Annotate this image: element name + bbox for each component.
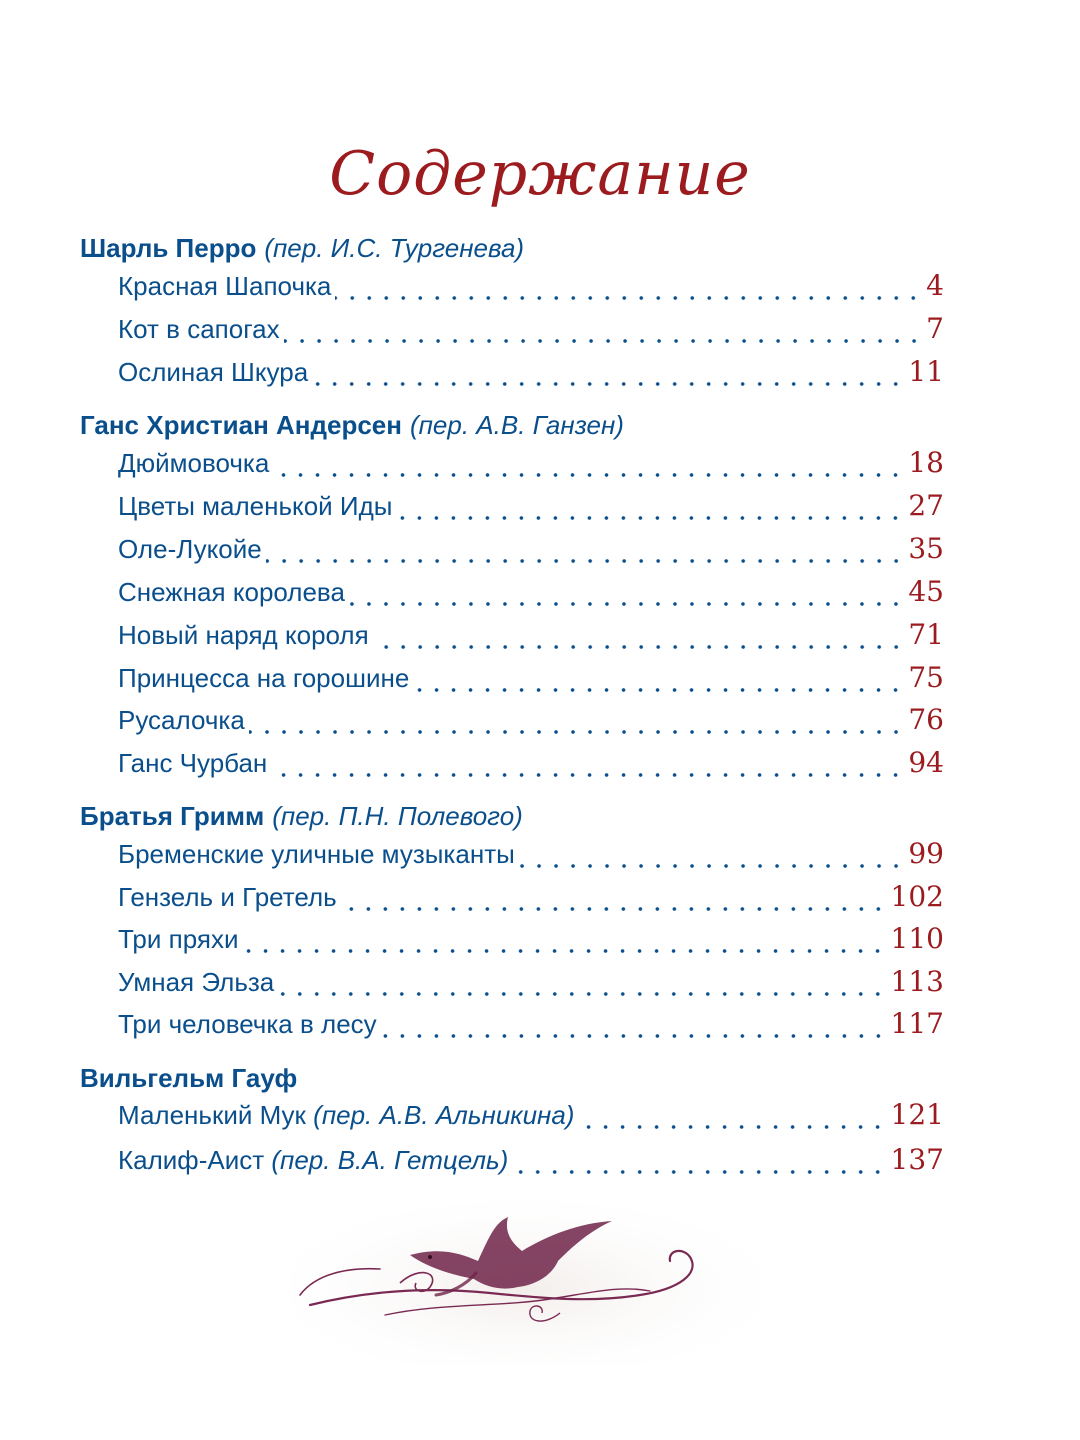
dot-leader [249,702,905,738]
toc-entry[interactable] [118,702,944,738]
entry-translator: (пер. А.В. Альникина) [313,1100,575,1130]
dot-leader [373,617,905,653]
section-heading-andersen [80,408,624,442]
toc-entry[interactable] [118,268,944,304]
toc-entry[interactable] [118,1006,944,1042]
page-number: 18 [908,446,944,479]
entry-title: Цветы маленькой Иды [118,491,393,521]
bird-flourish-icon [290,1195,760,1365]
entry-title: Снежная королева [118,577,345,607]
entry-title: Ослиная Шкура [118,357,309,387]
dot-leader [273,445,904,481]
page-number: 117 [890,1007,944,1040]
page-number: 110 [890,922,944,955]
entry-title: Ганс Чурбан [118,748,268,778]
entry-title: Три пряхи [118,924,239,954]
toc-entry[interactable] [118,445,944,481]
toc-entry[interactable] [118,1142,944,1178]
toc-entry[interactable] [118,660,944,696]
section-heading-grimm [80,799,523,833]
page-number: 4 [926,269,944,302]
dot-leader [381,1006,887,1042]
entry-title: Принцесса на горошине [118,663,410,693]
entry-title: Новый наряд короля [118,620,369,650]
section-author: Братья Гримм [80,801,265,831]
dot-leader [341,879,887,915]
page-number: 27 [908,489,944,522]
page-number: 71 [908,618,944,651]
entry-title: Кот в сапогах [118,314,280,344]
entry-title: Три человечка в лесу [118,1009,377,1039]
dot-leader [278,964,886,1000]
page-number: 94 [908,746,944,779]
toc-entry[interactable] [118,745,944,781]
toc-entry[interactable] [118,354,944,390]
toc-entry[interactable] [118,836,944,872]
dot-leader [335,268,922,304]
dot-leader [242,921,886,957]
page-number: 99 [908,837,944,870]
entry-title [118,1142,508,1178]
dot-leader [266,531,905,567]
toc-entry[interactable] [118,617,944,653]
entry-title: Дюймовочка [118,448,270,478]
dot-leader [519,836,905,872]
section-translator: (пер. И.С. Тургенева) [264,233,525,263]
entry-title: Красная Шапочка [118,271,332,301]
dot-leader [349,574,904,610]
page-number: 45 [908,575,944,608]
entry-title-text: Калиф-Аист [118,1145,265,1175]
entry-title [118,1097,574,1133]
dot-leader [578,1097,886,1133]
entry-title: Оле-Лукойе [118,534,262,564]
page-title: Содержание [329,139,751,209]
toc-entry[interactable] [118,1097,944,1133]
dot-leader [512,1142,886,1178]
page-number: 102 [890,880,944,913]
section-heading-perrault [80,231,524,265]
toc-entry[interactable] [118,574,944,610]
section-author: Шарль Перро [80,233,257,263]
page-number: 137 [890,1143,944,1176]
section-author: Ганс Христиан Андерсен [80,410,402,440]
section-translator: (пер. П.Н. Полевого) [272,801,523,831]
dot-leader [396,488,904,524]
toc-entry[interactable] [118,488,944,524]
page-number: 75 [908,661,944,694]
entry-translator: (пер. В.А. Гетцель) [271,1145,509,1175]
entry-title: Умная Эльза [118,967,275,997]
entry-title: Гензель и Гретель [118,882,337,912]
entry-title: Русалочка [118,705,245,735]
toc-entry[interactable] [118,311,944,347]
dot-leader [284,311,923,347]
entry-title: Бременские уличные музыканты [118,839,515,869]
page-number: 7 [926,312,944,345]
page-number: 113 [890,965,944,998]
page-number: 121 [890,1098,944,1131]
toc-entry[interactable] [118,531,944,567]
toc-entry[interactable] [118,879,944,915]
entry-title-text: Маленький Мук [118,1100,306,1130]
section-translator: (пер. А.В. Ганзен) [409,410,624,440]
page-number: 35 [908,532,944,565]
page-number: 76 [908,703,944,736]
toc-entry[interactable] [118,964,944,1000]
section-heading-hauff [80,1061,297,1095]
dot-leader [271,745,904,781]
toc-entry[interactable] [118,921,944,957]
section-author: Вильгельм Гауф [80,1063,298,1093]
dot-leader [413,660,904,696]
page-number: 11 [908,355,944,388]
dot-leader [312,354,904,390]
